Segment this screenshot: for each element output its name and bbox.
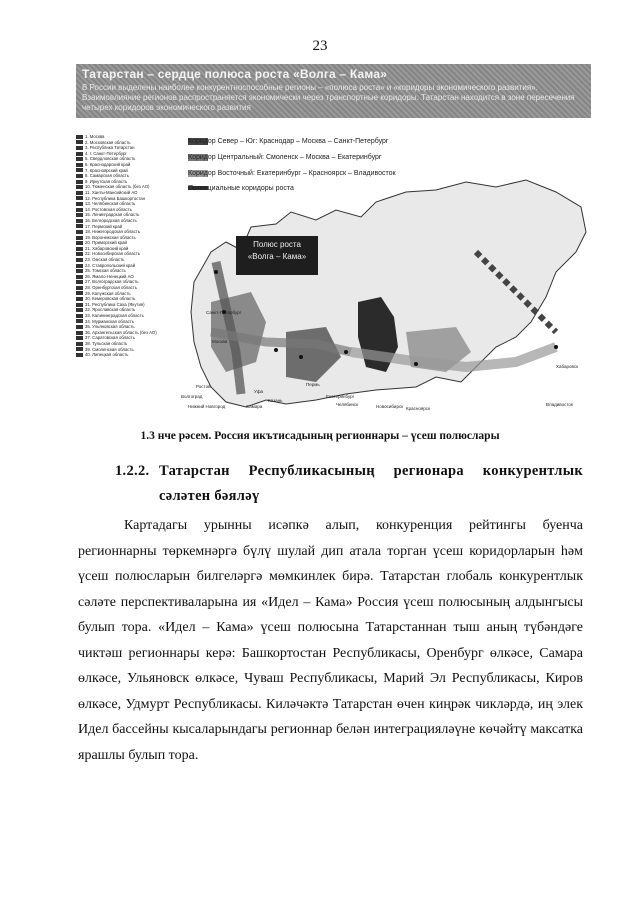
- legend-swatch: [76, 303, 83, 307]
- legend-region-label: 3. Республика Татарстан: [85, 145, 135, 151]
- legend-region-label: 4. г. Санкт-Петербург: [85, 150, 127, 156]
- legend-swatch: [76, 247, 83, 251]
- legend-swatch: [76, 286, 83, 290]
- legend-region-label: 28. Оренбургская область: [85, 285, 137, 291]
- legend-swatch: [76, 325, 83, 329]
- legend-swatch: [76, 196, 83, 200]
- city-label: Челябинск: [336, 402, 359, 407]
- legend-swatch: [76, 297, 83, 301]
- city-label: Волгоград: [181, 394, 203, 399]
- legend-region-label: 19. Воронежская область: [85, 234, 136, 240]
- section-number: 1.2.2.: [115, 463, 150, 479]
- city-dot: [344, 350, 348, 354]
- legend-region-label: 32. Ярославская область: [85, 307, 136, 313]
- legend-region-item: [76, 352, 186, 358]
- city-dot: [274, 348, 278, 352]
- legend-swatch: [76, 157, 83, 161]
- city-label: Санкт-Петербург: [206, 310, 242, 315]
- pole-label-line2: «Волга – Кама»: [247, 252, 307, 261]
- legend-region-label: 14. Ростовская область: [85, 206, 132, 212]
- city-label: Владивосток: [546, 402, 573, 407]
- legend-swatch: [76, 174, 83, 178]
- legend-swatch: [76, 135, 83, 139]
- legend-region-label: 27. Волгоградская область: [85, 279, 139, 285]
- legend-swatch: [76, 308, 83, 312]
- legend-swatch: [76, 163, 83, 167]
- legend-region-label: 13. Челябинская область: [85, 201, 136, 207]
- legend-region-label: 10. Тюменская область (без АО): [85, 184, 150, 190]
- body-paragraph: Картадагы урынны исәпкә алып, конкуренция рейтингы буенча регионнарны төркемнәргә бүлү шулай дип атала торган үсеш коридорларын һәм үсеш полюсларын билгеләргә мөмкинлек бирә. Татарстан глобаль конкурентлык сәләте перспективаларына ия «Идел – Кама» Россия үсеш полюсының алдынгысы булып тора. «Идел – Кама» үсеш полюсына Татарстаннан тыш аның түбәндәге чиктәш регионнары керә: Башкортостан Республикасы, Оренбург өлкәсе, Самара өлкәсе, Ульяновск өлкәсе, Чуваш Республикасы, Марий Эл Республикасы, Киров өлкәсе, Удмурт Республикасы. Киләчәктә Татарстан өчен киңрәк чикләрдә, иң элек Идел бассейны кысаларындагы регионнар белән интеграцияләүне көчәйтү максатка ярашлы булып тора.: [78, 518, 583, 763]
- legend-potential-corridors: Потенциальные коридоры роста: [188, 185, 294, 192]
- legend-swatch: [76, 152, 83, 156]
- legend-region-label: 2. Московская область: [85, 139, 131, 145]
- legend-region-label: 15. Ленинградская область: [85, 212, 140, 218]
- legend-region-label: 22. Новосибирская область: [85, 251, 141, 257]
- legend-region-label: 20. Приморский край: [85, 240, 127, 246]
- city-dot: [214, 270, 218, 274]
- legend-swatch: [76, 180, 83, 184]
- legend-region-label: 30. Кемеровская область: [85, 296, 136, 302]
- figure-banner: [76, 64, 591, 118]
- pole-label-line1: Полюс роста: [253, 240, 301, 249]
- legend-swatch: [76, 185, 83, 189]
- legend-region-label: 18. Нижегородская область: [85, 229, 140, 235]
- legend-corridor-eastern: Коридор Восточный: Екатеринбург – Красноярск – Владивосток: [188, 170, 396, 177]
- legend-swatch: [76, 264, 83, 268]
- legend-region-label: 40. Липецкая область: [85, 352, 129, 358]
- legend-swatch: [76, 331, 83, 335]
- legend-region-label: 6. Краснодарский край: [85, 161, 131, 167]
- legend-region-label: 17. Пермский край: [85, 223, 123, 229]
- city-dot: [554, 345, 558, 349]
- legend-region-label: 11. Ханты-Мансийский АО: [85, 189, 138, 195]
- legend-region-label: 33. Калининградская область: [85, 313, 144, 318]
- legend-swatch: [76, 236, 83, 240]
- legend-region-label: 34. Мурманская область: [85, 318, 134, 324]
- city-label: Казань: [268, 398, 283, 403]
- legend-swatch: [76, 342, 83, 346]
- banner-text: В России выделены наиболее конкурентноспособные регионы – «полюса роста» и «коридоры экономического развития». Взаимовлияние регионов распространяется экономически через транспортные коридоры. Татарстан находится в зоне пересечения четырех коридоров экономического развития: [82, 83, 575, 112]
- legend-region-label: 31. Республика Саха (Якутия): [85, 301, 145, 307]
- city-label: Пермь: [306, 382, 320, 387]
- legend-region-label: 16. Белгородская область: [85, 217, 137, 223]
- page-number: 23: [312, 38, 328, 54]
- city-label: Красноярск: [406, 406, 431, 411]
- city-label: Хабаровск: [556, 364, 579, 369]
- legend-swatch: [76, 269, 83, 273]
- city-label: Новосибирск: [376, 404, 404, 409]
- city-label: Москва: [212, 339, 228, 344]
- city-label: Самара: [246, 404, 263, 409]
- legend-swatch: [76, 191, 83, 195]
- legend-swatch: [76, 258, 83, 262]
- legend-swatch: [76, 353, 83, 357]
- legend-swatch: [76, 202, 83, 206]
- legend-swatch: [76, 280, 83, 284]
- regions-legend: [76, 134, 186, 358]
- legend-region-label: 1. Москва: [85, 134, 105, 139]
- legend-region-label: 8. Самарская область: [85, 173, 129, 179]
- city-label: Нижний Новгород: [188, 404, 226, 409]
- city-dot: [299, 355, 303, 359]
- legend-corridor-north-south: Коридор Север – Юг: Краснодар – Москва – Санкт-Петербург: [188, 138, 389, 145]
- legend-swatch: [76, 213, 83, 217]
- legend-region-label: 5. Свердловская область: [85, 156, 136, 162]
- legend-region-label: 29. Калужская область: [85, 290, 131, 296]
- legend-region-label: 39. Смоленская область: [85, 346, 134, 352]
- legend-corridor-central: Коридор Центральный: Смоленск – Москва – Екатеринбург: [188, 154, 382, 161]
- legend-swatch: [76, 230, 83, 234]
- legend-swatch: [76, 291, 83, 295]
- legend-swatch: [76, 319, 83, 323]
- city-dot: [414, 362, 418, 366]
- legend-region-label: 35. Ульяновская область: [85, 324, 135, 330]
- legend-region-label: 25. Томская область: [85, 268, 126, 274]
- legend-region-label: 38. Тульская область: [85, 340, 128, 346]
- legend-swatch: [76, 252, 83, 256]
- legend-swatch: [76, 208, 83, 212]
- legend-swatch: [76, 224, 83, 228]
- legend-region-label: 36. Архангельская область (без АО): [85, 329, 157, 335]
- legend-swatch: [76, 219, 83, 223]
- banner-title: Татарстан – сердце полюса роста «Волга – Кама»: [82, 67, 388, 81]
- legend-region-label: 23. Омская область: [85, 257, 125, 263]
- legend-swatch: [76, 241, 83, 245]
- legend-region-label: 24. Ставропольский край: [85, 262, 136, 268]
- legend-swatch: [76, 168, 83, 172]
- figure-map: [76, 64, 591, 412]
- legend-region-label: 9. Иркутская область: [85, 178, 128, 184]
- legend-swatch: [76, 347, 83, 351]
- legend-region-label: 12. Республика Башкортостан: [85, 195, 146, 201]
- legend-region-label: 21. Хабаровский край: [85, 245, 129, 251]
- city-label: Ростов: [196, 384, 211, 389]
- legend-swatch: [76, 146, 83, 150]
- legend-swatch: [76, 314, 83, 318]
- legend-region-label: 37. Саратовская область: [85, 335, 135, 341]
- legend-region-label: 26. Ямало-Ненецкий АО: [85, 273, 134, 279]
- city-label: Екатеринбург: [326, 394, 355, 399]
- legend-swatch: [76, 275, 83, 279]
- legend-swatch: [76, 140, 83, 144]
- legend-swatch: [76, 336, 83, 340]
- figure-caption: 1.3 нче рәсем. Россия икътисадының регионнары – үсеш полюслары: [140, 430, 500, 442]
- city-label: Уфа: [254, 389, 264, 394]
- growth-pole-label: [236, 236, 318, 275]
- section-title: Татарстан Республикасының регионара конкурентлык сәләтен бәяләү: [159, 463, 583, 504]
- legend-region-label: 7. Красноярский край: [85, 167, 128, 173]
